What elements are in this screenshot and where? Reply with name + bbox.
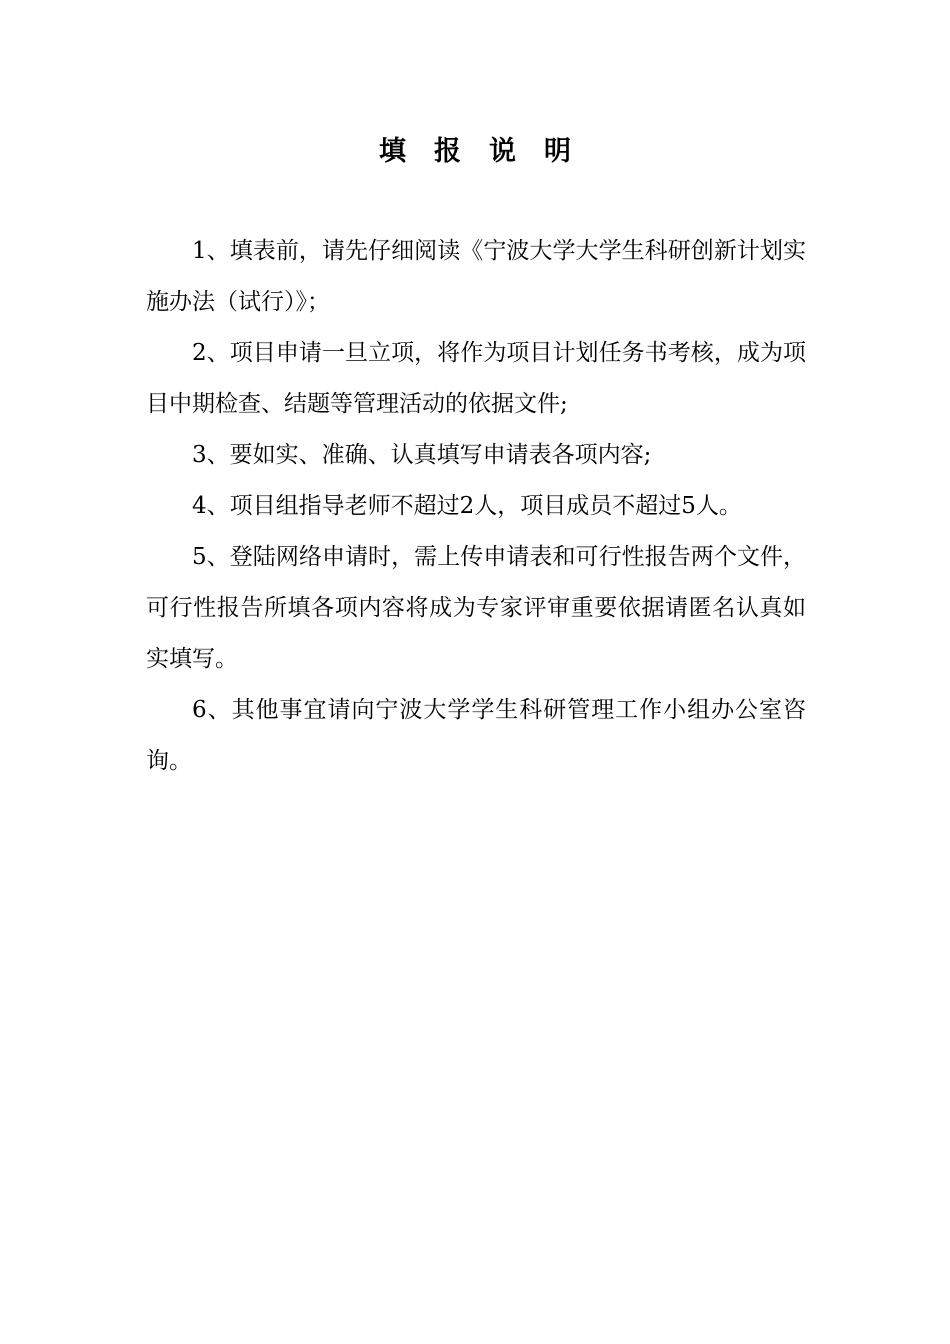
instruction-item-2: 2、项目申请一旦立项，将作为项目计划任务书考核，成为项目中期检查、结题等管理活动的依据文件; bbox=[146, 340, 806, 417]
instruction-item-5: 5、登陆网络申请时，需上传申请表和可行性报告两个文件，可行性报告所填各项内容将成为专家评审重要依据请匿名认真如实填写。 bbox=[146, 544, 806, 672]
instruction-item-6: 6、其他事宜请向宁波大学学生科研管理工作小组办公室咨询。 bbox=[146, 697, 806, 774]
page-title: 填报说明 bbox=[379, 136, 599, 167]
instructions-list bbox=[146, 226, 806, 787]
instruction-item-4: 4、项目组指导老师不超过2人，项目成员不超过5人。 bbox=[192, 493, 742, 519]
instruction-item-1: 1、填表前，请先仔细阅读《宁波大学大学生科研创新计划实施办法（试行）》； bbox=[146, 238, 806, 315]
instruction-item-3: 3、要如实、准确、认真填写申请表各项内容; bbox=[192, 442, 652, 468]
